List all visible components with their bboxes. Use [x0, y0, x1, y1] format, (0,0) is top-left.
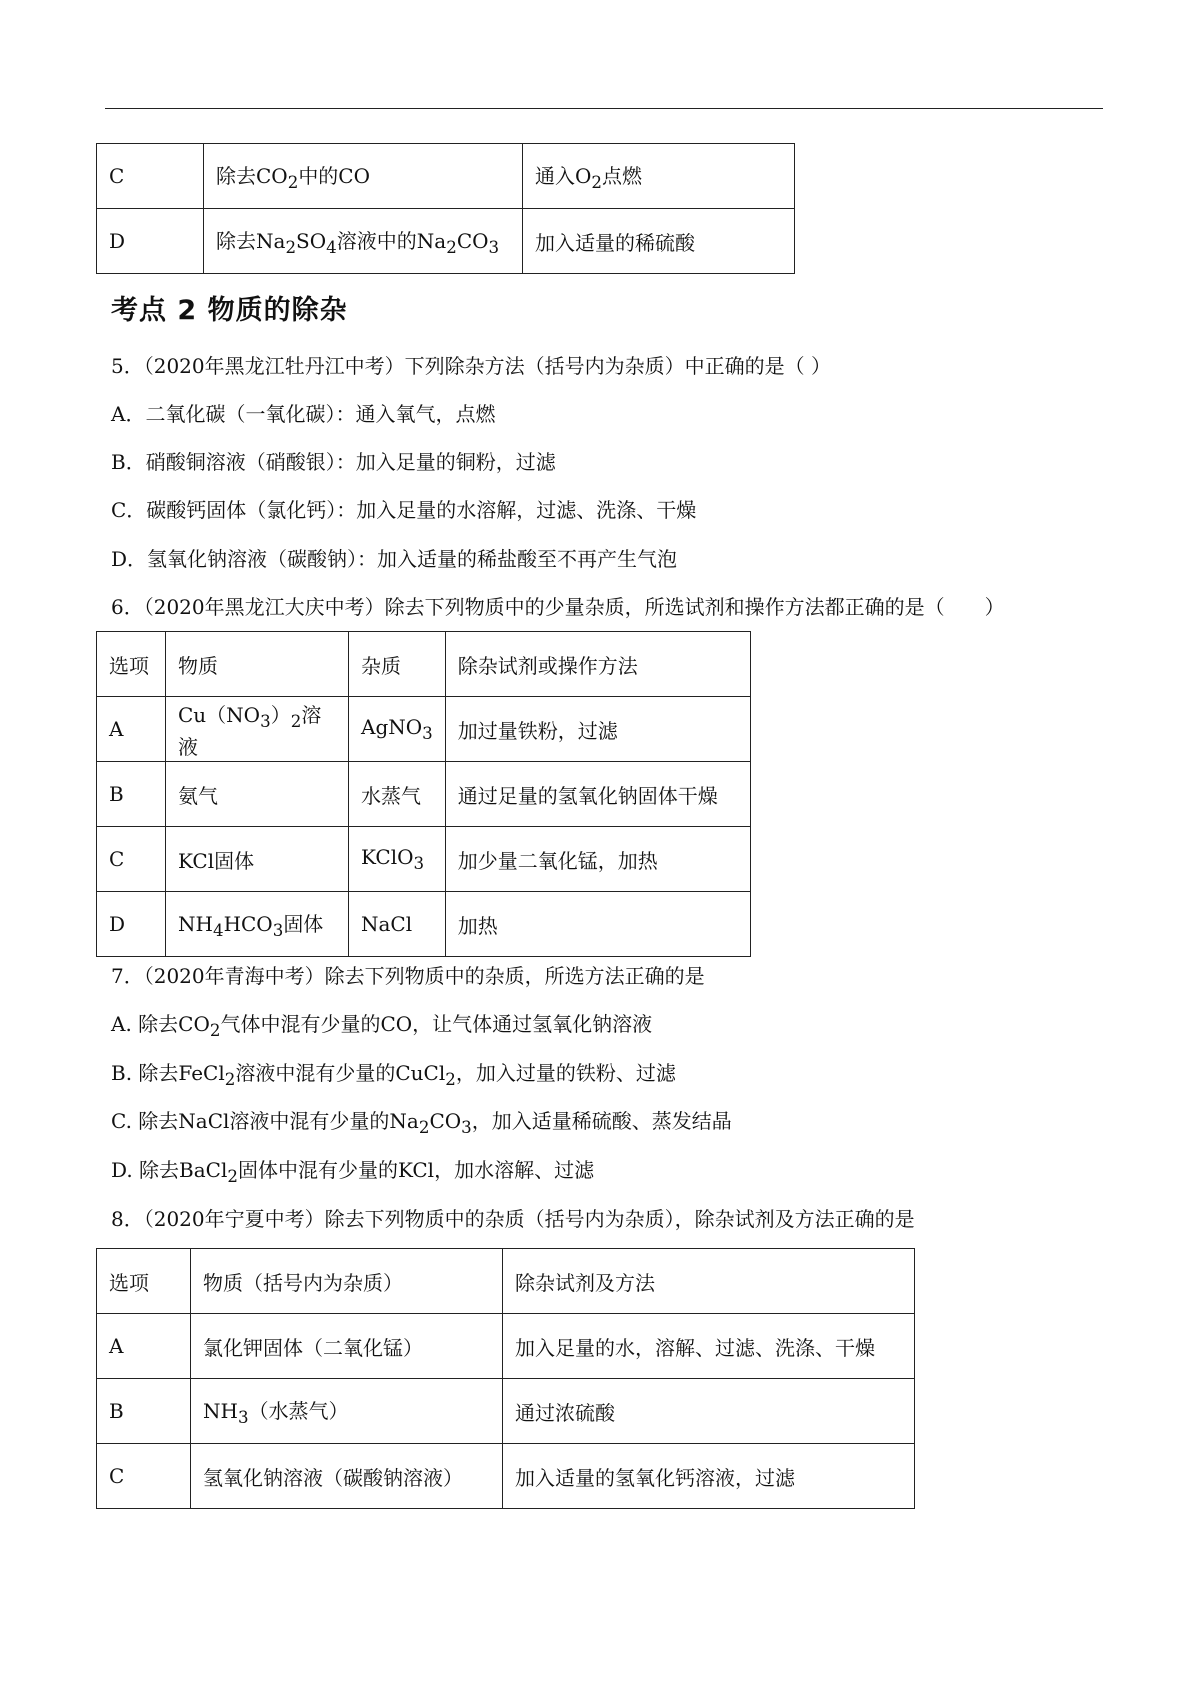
substance-cell: 氨气	[166, 762, 349, 827]
purification-goal: 除去$Na_2SO_4$溶液中的$Na_2CO_3$	[204, 209, 523, 274]
question-5-option-d: D．氢氧化钠溶液（碳酸钠）：加入适量的稀盐酸至不再产生气泡	[111, 547, 678, 571]
header-cell: 选项	[97, 632, 166, 697]
substance-cell: $Cu(NO_3)_2$溶液	[166, 697, 349, 762]
header-cell: 杂质	[349, 632, 446, 697]
option-label: A	[97, 697, 166, 762]
header-cell: 物质（括号内为杂质）	[191, 1249, 503, 1314]
option-label: C	[97, 1444, 191, 1509]
header-cell: 选项	[97, 1249, 191, 1314]
header-cell: 物质	[166, 632, 349, 697]
table-row	[97, 762, 751, 827]
question-5-stem: 5．（2020年黑龙江牡丹江中考）下列除杂方法（括号内为杂质）中正确的是（ ）	[111, 354, 831, 378]
impurity-cell: 水蒸气	[349, 762, 446, 827]
option-label: C	[97, 827, 166, 892]
method-cell: 加过量铁粉，过滤	[445, 697, 750, 762]
substance-cell: $NH_4HCO_3$固体	[166, 892, 349, 957]
question-5-option-c: C．碳酸钙固体（氯化钙）：加入足量的水溶解，过滤、洗涤、干燥	[111, 498, 697, 522]
question-7-option-d: D. 除去BaCl$_2$固体中混有少量的KCl，加水溶解、过滤	[111, 1158, 595, 1186]
question-7-stem: 7．（2020年青海中考）除去下列物质中的杂质，所选方法正确的是	[111, 964, 705, 988]
question-5-option-a: A．二氧化碳（一氧化碳）：通入氧气，点燃	[111, 402, 496, 426]
table-row	[97, 1444, 915, 1509]
option-label: C	[97, 144, 204, 209]
continued-options-table	[96, 143, 795, 274]
question-8-table	[96, 1248, 915, 1509]
method-cell: 加入适量的氢氧化钙溶液，过滤	[503, 1444, 915, 1509]
option-label: D	[97, 892, 166, 957]
option-label: A	[97, 1314, 191, 1379]
table-row	[97, 1379, 915, 1444]
table-row	[97, 1314, 915, 1379]
purification-method: 通入$O_2$点燃	[523, 144, 795, 209]
option-label: B	[97, 762, 166, 827]
header-cell: 除杂试剂及方法	[503, 1249, 915, 1314]
purification-goal: 除去$CO_2$中的CO	[204, 144, 523, 209]
option-label: D	[97, 209, 204, 274]
substance-cell: $NH_3$（水蒸气）	[191, 1379, 503, 1444]
impurity-cell: NaCl	[349, 892, 446, 957]
header-rule	[105, 108, 1103, 109]
purification-method: 加入适量的稀硫酸	[523, 209, 795, 274]
table-row	[97, 697, 751, 762]
question-7-option-a: A. 除去$CO_2$气体中混有少量的CO，让气体通过氢氧化钠溶液	[111, 1012, 653, 1040]
question-5-option-b: B．硝酸铜溶液（硝酸银）：加入足量的铜粉，过滤	[111, 450, 556, 474]
substance-cell: 氯化钾固体（二氧化锰）	[191, 1314, 503, 1379]
table-row	[97, 209, 795, 274]
substance-cell: 氢氧化钠溶液（碳酸钠溶液）	[191, 1444, 503, 1509]
substance-cell: KCl固体	[166, 827, 349, 892]
question-7-option-c: C. 除去NaCl溶液中混有少量的$Na_2CO_3$，加入适量稀硫酸、蒸发结晶	[111, 1109, 732, 1137]
method-cell: 加热	[445, 892, 750, 957]
table-row	[97, 827, 751, 892]
question-6-table	[96, 631, 751, 957]
impurity-cell: AgNO$_3$	[349, 697, 446, 762]
header-cell: 除杂试剂或操作方法	[445, 632, 750, 697]
method-cell: 加入足量的水，溶解、过滤、洗涤、干燥	[503, 1314, 915, 1379]
option-label: B	[97, 1379, 191, 1444]
impurity-cell: KClO$_3$	[349, 827, 446, 892]
question-7-option-b: B. 除去FeCl$_2$溶液中混有少量的CuCl$_2$，加入过量的铁粉、过滤	[111, 1061, 676, 1089]
question-6-stem: 6．（2020年黑龙江大庆中考）除去下列物质中的少量杂质，所选试剂和操作方法都正确的是（ ）	[111, 595, 1005, 619]
method-cell: 通过足量的氢氧化钠固体干燥	[445, 762, 750, 827]
table-header-row	[97, 1249, 915, 1314]
method-cell: 通过浓硫酸	[503, 1379, 915, 1444]
table-row	[97, 144, 795, 209]
table-header-row	[97, 632, 751, 697]
method-cell: 加少量二氧化锰，加热	[445, 827, 750, 892]
table-row	[97, 892, 751, 957]
question-8-stem: 8．（2020年宁夏中考）除去下列物质中的杂质（括号内为杂质），除杂试剂及方法正确的是	[111, 1207, 915, 1231]
section-heading: 考点 2 物质的除杂	[111, 295, 348, 326]
